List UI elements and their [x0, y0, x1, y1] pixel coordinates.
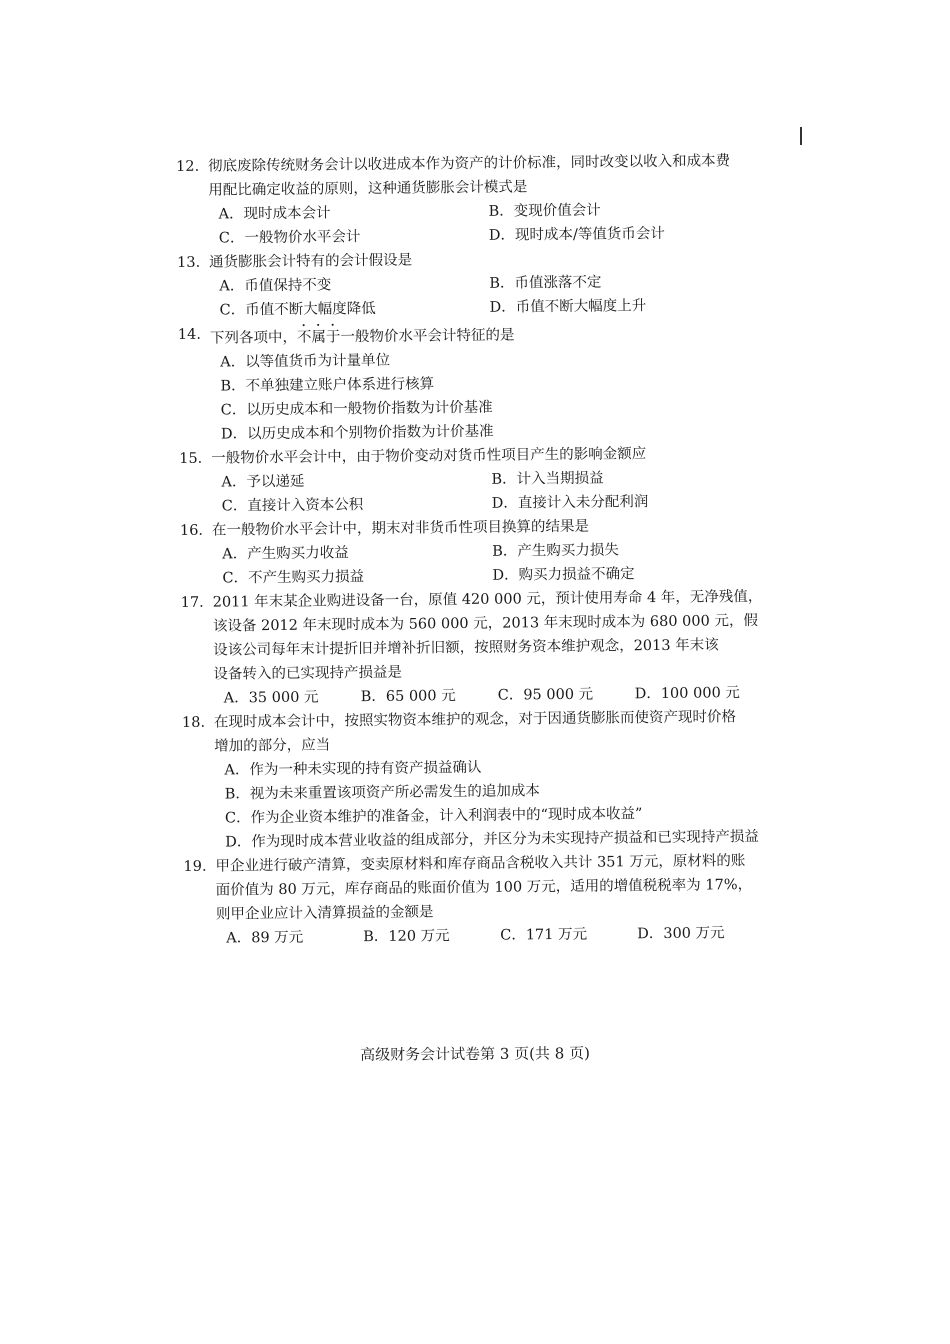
option-c: C．171 万元	[500, 926, 588, 944]
question-number: 17.	[180, 594, 204, 611]
question-15	[179, 440, 820, 519]
question-stem: 2011 年末某企业购进设备一台，原值 420 000 元，预计使用寿命 4 年，无净残值，	[212, 588, 763, 611]
question-number: 18.	[181, 714, 206, 731]
option-b: B．币值涨落不定	[489, 274, 602, 292]
option-b: B．计入当期损益	[491, 470, 604, 488]
option-a: A．以等值货币为计量单位	[220, 352, 391, 371]
question-19	[183, 848, 824, 951]
question-stem: 彻底废除传统财务会计以收进成本作为资产的计价标准，同时改变以收入和成本费	[208, 153, 731, 175]
question-number: 12.	[176, 158, 200, 175]
option-d: D．币值不断大幅度上升	[489, 298, 647, 316]
question-stem-prefix: 下列各项中，	[209, 329, 298, 347]
option-d: D．以历史成本和个别物价指数为计价基准	[220, 423, 494, 443]
question-18	[182, 704, 823, 855]
scan-edge-mark	[800, 127, 802, 145]
question-stem-suffix: 一般物价水平会计特征的是	[340, 327, 515, 346]
question-12	[176, 148, 817, 251]
option-a: A．89 万元	[226, 929, 304, 947]
option-d: D．作为现时成本营业收益的组成部分，并区分为未实现持产损益和已实现持产损益	[225, 828, 759, 851]
question-stem: 在现时成本会计中，按照实物资本维护的观念，对于因通货膨胀而使资产现时价格	[213, 709, 737, 731]
question-stem-continued: 设备转入的已实现持产损益是	[213, 664, 403, 683]
page-footer: 高级财务会计试卷第 3 页(共 8 页)	[360, 1044, 591, 1064]
option-a: A．作为一种未实现的持有资产损益确认	[224, 759, 482, 779]
option-d: D．现时成本/等值货币会计	[488, 225, 665, 244]
option-b: B．视为未来重置该项资产所必需发生的追加成本	[224, 783, 540, 803]
option-b: B．变现价值会计	[488, 202, 601, 220]
option-d: D．100 000 元	[634, 685, 740, 703]
option-a: A．币值保持不变	[219, 277, 332, 295]
option-a: A．35 000 元	[223, 689, 319, 707]
question-number: 13.	[177, 254, 201, 271]
option-c: C．直接计入资本公积	[221, 497, 364, 515]
option-b: B．产生购买力损失	[492, 542, 619, 560]
question-number: 15.	[179, 450, 203, 467]
option-c: C．币值不断大幅度降低	[219, 300, 376, 319]
options	[177, 268, 817, 323]
question-16	[180, 512, 821, 591]
question-stem-continued: 增加的部分，应当	[214, 737, 331, 755]
option-b: B．65 000 元	[360, 688, 456, 706]
options	[180, 536, 820, 591]
options	[178, 344, 819, 447]
question-stem-continued: 用配比确定收益的原则，这种通货膨胀会计模式是	[208, 179, 528, 199]
question-stem-continued: 面价值为 80 万元，库存商品的账面价值为 100 万元，适用的增值税税率为 17%，	[215, 877, 753, 899]
question-number: 16.	[179, 522, 204, 539]
option-c: C．95 000 元	[497, 686, 594, 704]
question-13	[177, 244, 818, 323]
question-stem: 甲企业进行破产清算，变卖原材料和库存商品含税收入共计 351 万元，原材料的账	[215, 853, 746, 875]
option-b: B．120 万元	[363, 928, 450, 946]
option-d: D．300 万元	[637, 925, 725, 943]
option-a: A．予以递延	[221, 473, 305, 491]
question-number: 19.	[183, 858, 207, 875]
option-d: D．购买力损益不确定	[492, 566, 635, 584]
question-17	[181, 584, 822, 711]
option-c: C．作为企业资本维护的准备金，计入利润表中的“现时成本收益”	[224, 806, 643, 827]
question-list	[176, 148, 824, 951]
options	[182, 752, 823, 855]
option-c: C．一般物价水平会计	[218, 229, 361, 247]
option-a: A．现时成本会计	[218, 205, 331, 223]
question-stem: 一般物价水平会计中，由于物价变动对货币性项目产生的影响金额应	[211, 446, 647, 467]
question-stem-continued: 则甲企业应计入清算损益的金额是	[215, 904, 434, 923]
option-d: D．直接计入未分配利润	[491, 494, 649, 512]
option-b: B．不单独建立账户体系进行核算	[220, 376, 435, 395]
emphasized-negation: 不属于	[296, 329, 341, 346]
question-stem: 在一般物价水平会计中，期末对非货币性项目换算的结果是	[211, 518, 589, 539]
question-number: 14.	[177, 326, 202, 343]
option-c: C．不产生购买力损益	[222, 569, 365, 587]
options	[179, 464, 819, 519]
question-14	[178, 316, 819, 447]
option-c: C．以历史成本和一般物价指数为计价基准	[220, 399, 493, 419]
question-stem-continued: 该设备 2012 年末现时成本为 560 000 元，2013 年末现时成本为 680 000 元，假	[212, 612, 758, 635]
options	[177, 196, 817, 251]
option-a: A．产生购买力收益	[222, 545, 349, 563]
question-stem: 通货膨胀会计特有的会计假设是	[209, 252, 413, 271]
question-stem-continued: 设该公司每年末计提折旧并增补折旧额，按照财务资本维护观念，2013 年末该	[213, 637, 719, 659]
